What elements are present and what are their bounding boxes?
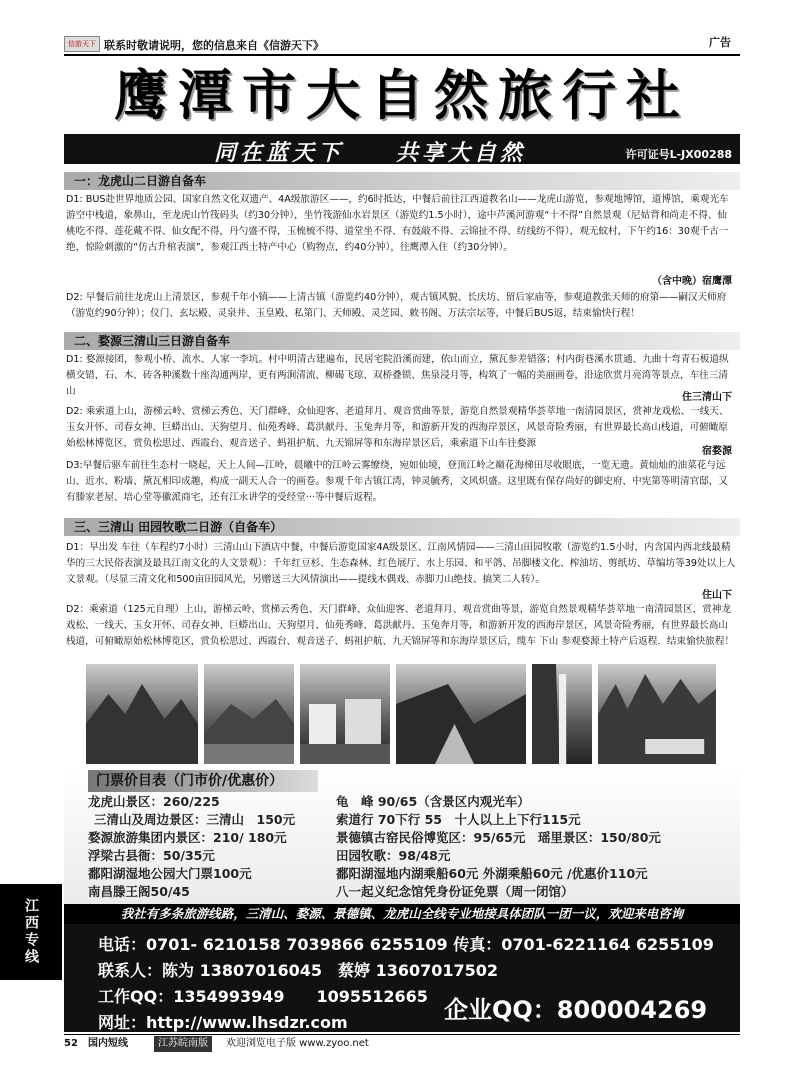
agency-title: 鹰潭市大自然旅行社	[114, 63, 690, 127]
price-item: 婺源旅游集团内景区：210/ 180元	[88, 830, 287, 845]
route-banner: 我社有多条旅游线路，三清山、婺源、景德镇、龙虎山全线专业地接具体团队一团一议，欢迎来电咨询	[64, 904, 740, 924]
itinerary-day2	[66, 290, 736, 324]
price-item: 鄱阳湖湿地内湖乘船60元 外湖乘船60元 /优惠价110元	[336, 866, 648, 881]
lodging-row	[66, 388, 736, 402]
contact-person-line: 联系人：陈为 13807016045 蔡婷 13607017502	[98, 961, 499, 980]
top-bar	[64, 34, 740, 56]
edition-badge: 江苏皖南版	[154, 1036, 212, 1052]
lodging-tag: 宿婺源	[702, 446, 732, 457]
section-heading-longhushan: 一：龙虎山二日游自备车	[64, 172, 740, 190]
section-heading-sanqingshan: 三、三清山 田园牧歌二日游（自备车）	[64, 518, 740, 536]
lodging-tag: 住三清山下	[682, 392, 732, 403]
price-item: 景德镇古窑民俗博览区：95/65元 瑶里景区：150/80元	[336, 830, 661, 845]
side-category-label: 江西专线	[0, 884, 62, 980]
work-qq-line: 工作QQ：1354993949 1095512665	[98, 987, 428, 1006]
scenery-photo	[86, 664, 198, 764]
slogan: 同在蓝天下 共享大自然	[214, 140, 527, 166]
itinerary-text: D2: 早餐后前往龙虎山上清景区，参观千年小镇——上清古镇（游览约40分钟），观古镇风貌、长庆坊、留后家庙等，参观道教张天师的府第——嗣汉天师府（游览约90分钟）；仪门、玄坛殿、灵泉井、玉皇殿、私第门、天师殿、灵芝园、敕书阁、万法宗坛等，中餐后BUS返，结束愉快行程！	[66, 292, 727, 319]
price-item: 鄱阳湖湿地公园大门票100元	[88, 866, 252, 881]
itinerary-text: D1: BUS赴世界地质公园、国家自然文化双遗产、4A级旅游区——，约6时抵达，中餐后前往江西道教名山——龙虎山游览，参观地博馆，道博馆，乘观光车游空中栈道，象鼻山，至龙虎山竹筏码头（约30分钟），坐竹筏游仙水岩景区（游览约1.5小时），途中芦溪河游观“十不得”自然景观（尼姑背和尚走不得、仙桃吃不得、莲花戴不得、仙女配不得，丹勺盛不得，玉梳梳不得、道堂坐不得、有鼓敲不得、云锦扯不得、纺线纺不得），观无蚊村，下午约16：30观千古一绝，惊险刺激的“仿古升棺表演”，参观江西土特产中心（购物点，约40分钟），往鹰潭入住（约30分钟）。	[66, 194, 729, 253]
lodging-tag: （含中晚）宿鹰潭	[652, 276, 732, 287]
price-item: 田园牧歌：98/48元	[336, 848, 451, 863]
itinerary-text: D1：早出发 车往（车程约7小时）三清山山下酒店中餐，中餐后游览国家4A级景区、江南风情园——三清山田园牧歌（游览约1.5小时，内含国内西北线最精华的三大民俗表演及最具江南文化的人文景观）：千年红豆杉、生态森林、红色展厅、水上乐园、和平鸽、吊脚楼文化、榨油坊、剪纸坊、草编坊等39处以上人文景观。（尽显三清文化和500亩田园风光，另赠送三大风情演出——提线木偶戏、赤脚刀山绝技、搞笑二人转）。	[66, 542, 736, 585]
price-item: 三清山及周边景区：三清山 150元	[94, 812, 296, 827]
scenery-photo	[532, 664, 592, 764]
scenery-photo	[598, 664, 716, 764]
section-name: 国内短线	[88, 1038, 128, 1049]
itinerary-text: D2：乘索道（125元自理）上山，游梯云岭、赏梯云秀色、天门群峰、众仙迎客、老道拜月、观音赏曲等景，游览自然景观精华荟萃地一南清园景区，赏神龙戏松、一线天、玉女开怀、司春女神、巨蟒出山、天狗望月、仙苑秀峰、葛洪献丹、玉兔奔月等，和游新开发的西海岸景区，风景奇险秀丽，有世界最长高山栈道，可俯瞰原始松林博览区，赏负松思过、西霞台、观音送子、蚂祖护航、九天锦屏等和东海岸景区后，缆车 下山 参观婺源土特产后返程．结束愉快旅程！	[66, 604, 735, 647]
price-item: 八一起义纪念馆凭身份证免票（周一闭馆）	[336, 884, 574, 899]
lodging-row	[66, 586, 736, 600]
price-item: 索道行 70下行 55 十人以上上下行115元	[336, 812, 581, 827]
slogan-bar	[64, 134, 740, 164]
section-heading-wuyuan: 二、婺源三清山三日游自备车	[64, 332, 740, 350]
website-link[interactable]: 网址：http://www.lhsdzr.com	[98, 1013, 348, 1032]
itinerary-text: D1: 婺源接团，参观小桥、流水、人家一李坑。村中明清古建遍布，民居宅院沿溪而建，依山而立，黛瓦参差错落；村内街巷溪水贯通、九曲十弯青石板道纵横交错，石、木、砖各种溪数十座沟通两岸，更有两涧清流、柳碣飞琼、双桥叠锁、焦泉浸月等，构筑了一幅的美丽画卷，沿途欣赏月亮湾等景点，车往三清山	[66, 354, 729, 397]
itinerary-day1	[66, 192, 736, 282]
contact-block	[64, 924, 740, 1032]
lodging-tag: 住山下	[702, 590, 732, 601]
lodging-row	[66, 272, 736, 286]
license-number: 许可证号L-JX00288	[625, 148, 732, 161]
scenery-photo	[204, 664, 294, 764]
scenery-photo	[300, 664, 390, 764]
itinerary-text: D2: 乘索道上山，游梯云岭、赏梯云秀色、天门群峰、众仙迎客、老道拜月、观音赏曲等景，游览自然景观精华荟萃地一南清园景区，赏神龙戏松、一线天、玉女开怀、司春女神、巨蟒出山、天狗望月、仙苑秀峰、葛洪献丹、玉兔奔月等，和游新开发的西海岸景区，风景奇险秀丽，有世界最长高山栈道，可俯瞰原始松林博览区，赏负松思过、西霞台、观音送子、蚂祖护航、九天锦屏等和东海岸景区后，乘索道下山车往婺源	[66, 406, 729, 449]
lodging-row	[66, 442, 736, 456]
price-item: 南昌滕王阁50/45	[88, 884, 190, 899]
page-number: 52	[64, 1038, 78, 1049]
itinerary-day2	[66, 602, 736, 662]
ticket-table-title: 门票价目表（门市价/优惠价）	[88, 770, 318, 792]
scenery-photo-strip	[64, 664, 740, 764]
source-note: 联系时敬请说明，您的信息来自《信游天下》	[104, 39, 324, 52]
ad-tag: 广告	[700, 34, 740, 52]
price-item: 浮梁古县衙：50/35元	[88, 848, 215, 863]
price-item: 龙虎山景区：260/225	[88, 794, 220, 809]
website-note[interactable]: 欢迎浏览电子版 www.zyoo.net	[226, 1038, 369, 1049]
page-footer	[64, 1034, 740, 1053]
publication-logo: 信游天下	[64, 36, 100, 52]
price-item: 龟 峰 90/65（含景区内观光车）	[336, 794, 530, 809]
phone-fax-line: 电话：0701- 6210158 7039866 6255109 传真：0701-6221164 6255109	[98, 935, 714, 954]
itinerary-day3	[66, 458, 736, 510]
ticket-price-table	[64, 764, 740, 924]
scenery-photo	[396, 664, 526, 764]
corporate-qq: 企业QQ：800004269	[444, 996, 708, 1024]
itinerary-text: D3:早餐后驱车前往生态村一晓起，天上人间—江岭，晨曦中的江岭云雾缭绕，宛如仙境，登顶江岭之巅花海梯田尽收眼底，一览无遗。黄灿灿的油菜花与远山、近水、粉墙、黛瓦相印成趣，构成一副天人合一的画卷。参观千年古镇江湾，钟灵毓秀，文风炽盛。这里既有保存尚好的御史府、中宪第等明清官邸，又有滕家老屋、培心堂等徽派商宅，还有江永讲学的受经堂···等中餐后返程。	[66, 460, 728, 503]
